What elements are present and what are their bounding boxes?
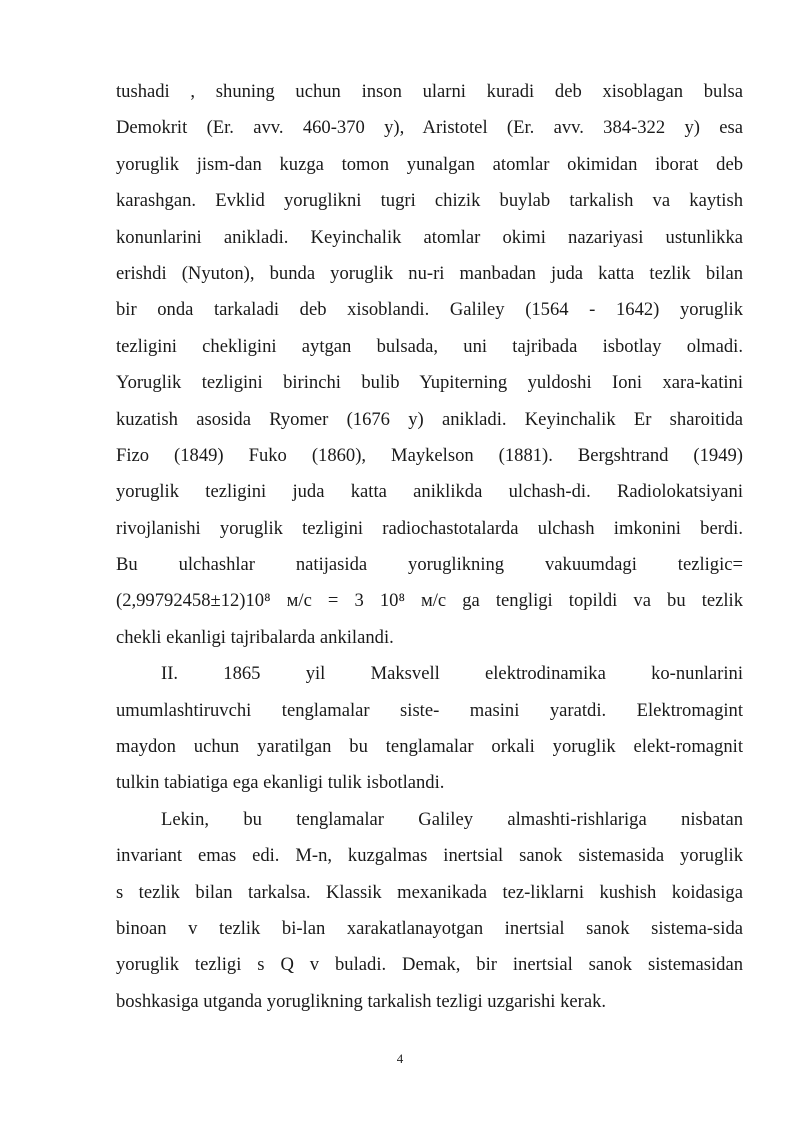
text-line: tezligini chekligini aytgan bulsada, uni tajribada isbotlay olmadi.: [116, 335, 743, 357]
text-line: konunlarini anikladi. Keyinchalik atomlar okimi nazariyasi ustunlikka: [116, 226, 743, 248]
text-line: Fizo (1849) Fuko (1860), Maykelson (1881). Bergshtrand (1949): [116, 444, 743, 466]
text-line: chekli ekanligi tajribalarda ankilandi.: [116, 626, 394, 648]
text-line: invariant emas edi. M-n, kuzgalmas inertsial sanok sistemasida yoruglik: [116, 845, 743, 867]
text-line: Lekin, bu tenglamalar Galiley almashti-rishlariga nisbatan: [161, 808, 743, 830]
text-line: tulkin tabiatiga ega ekanligi tulik isbotlandi.: [116, 772, 445, 794]
text-line: yoruglik jism-dan kuzga tomon yunalgan atomlar okimidan iborat deb: [116, 153, 743, 175]
text-line: s tezlik bilan tarkalsa. Klassik mexanikada tez-liklarni kushish koidasiga: [116, 881, 743, 903]
text-line: karashgan. Evklid yoruglikni tugri chizik buylab tarkalish va kaytish: [116, 190, 743, 212]
page-number: 4: [396, 1051, 404, 1066]
text-line: yoruglik tezligini juda katta aniklikda ulchash-di. Radiolokatsiyani: [116, 481, 743, 503]
text-line: binoan v tezlik bi-lan xarakatlanayotgan inertsial sanok sistema-sida: [116, 917, 743, 939]
text-line: rivojlanishi yoruglik tezligini radiochastotalarda ulchash imkonini berdi.: [116, 517, 743, 539]
text-line: maydon uchun yaratilgan bu tenglamalar orkali yoruglik elekt-romagnit: [116, 736, 743, 758]
text-line: (2,99792458±12)10⁸ м/с = 3 10⁸ м/с ga tengligi topildi va bu tezlik: [116, 590, 743, 612]
text-line: bir onda tarkaladi deb xisoblandi. Galiley (1564 - 1642) yoruglik: [116, 299, 743, 321]
text-line: boshkasiga utganda yoruglikning tarkalish tezligi uzgarishi kerak.: [116, 990, 607, 1012]
text-line: yoruglik tezligi s Q v buladi. Demak, bir inertsial sanok sistemasidan: [116, 954, 743, 976]
text-line: Bu ulchashlar natijasida yoruglikning vakuumdagi tezligic=: [116, 554, 743, 576]
text-line: kuzatish asosida Ryomer (1676 y) anikladi. Keyinchalik Er sharoitida: [116, 408, 743, 430]
document-body: [116, 74, 743, 1020]
text-line: erishdi (Nyuton), bunda yoruglik nu-ri manbadan juda katta tezlik bilan: [116, 262, 743, 284]
paragraph-1: [116, 74, 743, 656]
text-line: II. 1865 yil Maksvell elektrodinamika ko-nunlarini: [161, 663, 743, 685]
paragraph-2: [116, 656, 743, 802]
text-line: Yoruglik tezligini birinchi bulib Yupiterning yuldoshi Ioni xara-katini: [116, 372, 743, 394]
text-line: umumlashtiruvchi tenglamalar siste- masini yaratdi. Elektromagint: [116, 699, 743, 721]
text-line: Demokrit (Er. avv. 460-370 y), Aristotel (Er. avv. 384-322 y) esa: [116, 117, 743, 139]
paragraph-3: [116, 802, 743, 1020]
text-line: tushadi , shuning uchun inson ularni kuradi deb xisoblagan bulsa: [116, 81, 743, 102]
